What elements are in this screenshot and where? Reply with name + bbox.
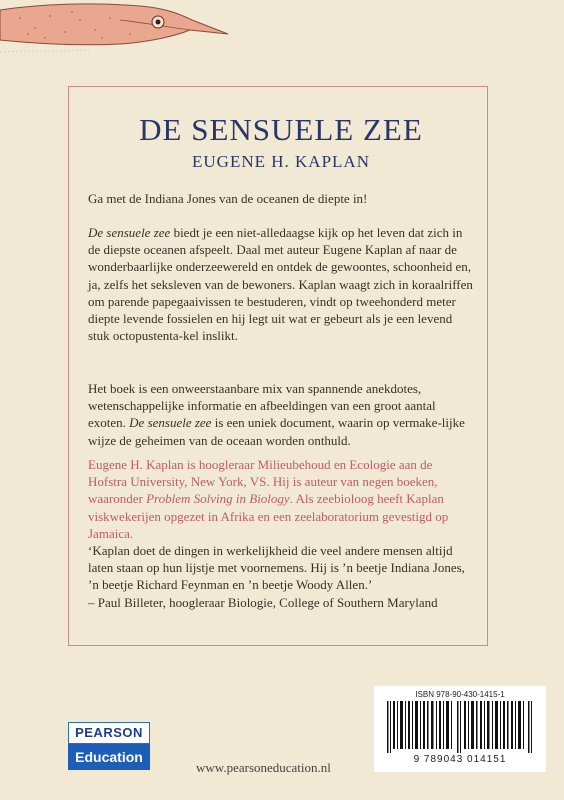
paragraph-2-text-start: Het boek is een onweerstaanbare mix van spannende anekdotes, wetenschappelijke informatie en afbeeldingen van een groot aantal exoten. bbox=[88, 381, 436, 431]
book-title-italic-2: De sensuele zee bbox=[129, 415, 212, 431]
paragraph-1-text: biedt je een niet-alledaagse kijk op het leven dat zich in de diepste oceanen afspeelt. Daal met auteur Eugene Kaplan af naar de wonderbaarlijke onderzeewereld en ontdek de gewoontes, schoonheid en, ja, zelfs het seksleven van de bewoners. Kaplan waagt zich in koraalriffen om parende papegaaivissen te bestuderen, vindt op tweehonderd meter diepte levende fossielen en hij legt uit wat er gebeurt als je een levend stuk octopustenta-kel inslikt. bbox=[88, 225, 473, 344]
review-quote bbox=[88, 542, 473, 611]
needlefish-illustration-icon bbox=[0, 0, 230, 72]
quote-text: ‘Kaplan doet de dingen in werkelijkheid die veel andere mensen altijd laten staan op hun lijstje met voornemens. Hij is ’n beetje Indiana Jones, ’n beetje Richard Feynman en ’n beetje Woody Allen.’ bbox=[88, 543, 465, 593]
barcode-icon bbox=[385, 701, 535, 753]
book-author: EUGENE H. KAPLAN bbox=[192, 152, 370, 171]
bio-book-title: Problem Solving in Biology bbox=[146, 491, 290, 507]
logo-pearson-text: PEARSON bbox=[68, 722, 150, 744]
quote-attribution: – Paul Billeter, hoogleraar Biologie, College of Southern Maryland bbox=[88, 594, 438, 610]
isbn-label: ISBN 978-90-430-1415-1 bbox=[415, 690, 505, 699]
publisher-url: www.pearsoneducation.nl bbox=[196, 760, 331, 775]
bio-text-end: . Als zeebioloog heeft Kaplan viskwekerijen opgezet in Afrika en een zeelaboratorium gevestigd op Jamaica. bbox=[88, 491, 449, 541]
book-title-italic: De sensuele zee bbox=[88, 225, 171, 240]
intro-line: Ga met de Indiana Jones van de oceanen de diepte in! bbox=[88, 191, 368, 206]
barcode-number: 9 789043 014151 bbox=[413, 754, 507, 765]
author-bio bbox=[88, 456, 473, 542]
description-paragraph-1 bbox=[88, 224, 473, 344]
paragraph-2-text-end: is een uniek document, waarin op vermake-lijke wijze de geheimen van de oceaan worden onthuld. bbox=[88, 415, 465, 448]
book-title: DE SENSUELE ZEE bbox=[139, 112, 423, 147]
bio-text-start: Eugene H. Kaplan is hoogleraar Milieubehoud en Ecologie aan de Hofstra University, New York, VS. Hij is auteur van negen boeken, waaronder bbox=[88, 457, 438, 507]
description-paragraph-2 bbox=[88, 380, 473, 449]
barcode-panel bbox=[374, 686, 546, 772]
publisher-logo bbox=[68, 722, 150, 772]
logo-education-text: Education bbox=[68, 744, 150, 770]
